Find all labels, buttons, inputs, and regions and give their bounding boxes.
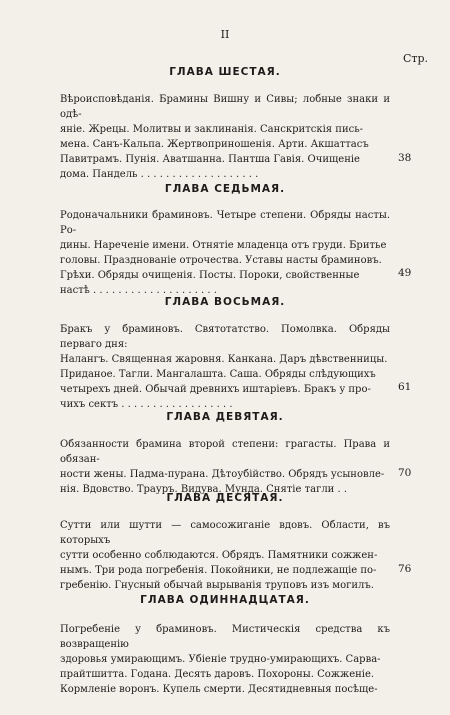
page-column-label: Стр.	[402, 52, 428, 65]
chapter-title: ГЛАВА ОДИННАДЦАТАЯ.	[140, 594, 310, 606]
contents-line: настѣ . . . . . . . . . . . . . . . . . . . .	[60, 285, 217, 296]
chapter-contents	[60, 92, 390, 182]
page-roman-numeral: II	[220, 28, 230, 41]
contents-line: Бракъ у браминовъ. Святотатство. Помолвка. Обряды перваго дня:	[60, 324, 390, 350]
contents-line: сутти особенно соблюдаются. Обрядъ. Памятники сожжен-	[60, 550, 378, 561]
page-number: 76	[398, 563, 412, 575]
chapter-title: ГЛАВА ДЕВЯТАЯ.	[166, 411, 284, 423]
contents-line: Приданое. Тагли. Мангалашта. Саша. Обряды слѣдующихъ	[60, 369, 376, 380]
contents-line: Налангъ. Священная жаровня. Канкана. Даръ дѣвственницы.	[60, 354, 388, 365]
contents-line: ности жены. Падма-пурана. Дѣтоубійство. Обрядъ усыновле-	[60, 469, 385, 480]
contents-line: нія. Вдовство. Трауръ. Видува. Мунда. Снятіе тагли . .	[60, 484, 348, 495]
contents-line: прайтшитта. Годана. Десять даровъ. Похороны. Сожженіе.	[60, 669, 375, 680]
contents-line: яніе. Жрецы. Молитвы и заклинанія. Санскритскія пись-	[60, 124, 364, 135]
contents-line: Обязанности брамина второй степени: грагасты. Права и обязан-	[60, 439, 390, 465]
contents-line: Погребеніе у браминовъ. Мистическія средства къ возвращенію	[60, 624, 390, 650]
page-number: 61	[398, 381, 412, 393]
contents-line: гребенію. Гнусный обычай вырыванія труповъ изъ могилъ.	[60, 580, 374, 591]
contents-line: мена. Санъ-Кальпа. Жертвоприношенія. Арти. Акшаттасъ	[60, 139, 369, 150]
contents-line: нымъ. Три рода погребенія. Покойники, не подлежащіе по-	[60, 565, 377, 576]
page-number: 70	[398, 467, 412, 479]
contents-line: четырехъ дней. Обычай древнихъ иштарiевъ. Бракъ у про-	[60, 384, 371, 395]
contents-line: Грѣхи. Обряды очищенія. Посты. Пороки, свойственные	[60, 270, 360, 281]
chapter-title: ГЛАВА ВОСЬМАЯ.	[164, 296, 286, 308]
chapter-title: ГЛАВА СЕДЬМАЯ.	[164, 183, 286, 195]
chapter-contents	[60, 622, 390, 697]
contents-line: Вѣроисповѣданія. Брамины Вишну и Сивы; лобные знаки и одѣ-	[60, 94, 390, 120]
contents-line: Сутти или шутти — самосожиганіе вдовъ. Области, въ которыхъ	[60, 520, 390, 546]
chapter-contents	[60, 322, 390, 412]
contents-line: здоровья умирающимъ. Убіеніе трудно-умирающихъ. Сарва-	[60, 654, 381, 665]
contents-line: дома. Пандель . . . . . . . . . . . . . . . . . . .	[60, 169, 259, 180]
contents-line: Кормленіе воронъ. Купель смерти. Десятидневныя посѣще-	[60, 684, 378, 695]
chapter-title: ГЛАВА ДЕСЯТАЯ.	[166, 492, 284, 504]
chapter-contents	[60, 518, 390, 593]
chapter-contents	[60, 208, 390, 298]
chapter-contents	[60, 437, 390, 497]
contents-line: Павитрамъ. Пунія. Аватшанна. Пантша Гавія. Очищеніе	[60, 154, 360, 165]
contents-line: головы. Празднованіе отрочества. Уставы насты браминовъ.	[60, 255, 382, 266]
contents-line: чихъ сектъ . . . . . . . . . . . . . . . . . .	[60, 399, 233, 410]
contents-line: дины. Нареченіе имени. Отнятіе младенца отъ груди. Бритье	[60, 240, 387, 251]
contents-line: Родоначальники браминовъ. Четыре степени. Обряды насты. Ро-	[60, 210, 390, 236]
page-number: 49	[398, 267, 412, 279]
page-number: 38	[398, 152, 412, 164]
chapter-title: ГЛАВА ШЕСТАЯ.	[169, 66, 281, 78]
